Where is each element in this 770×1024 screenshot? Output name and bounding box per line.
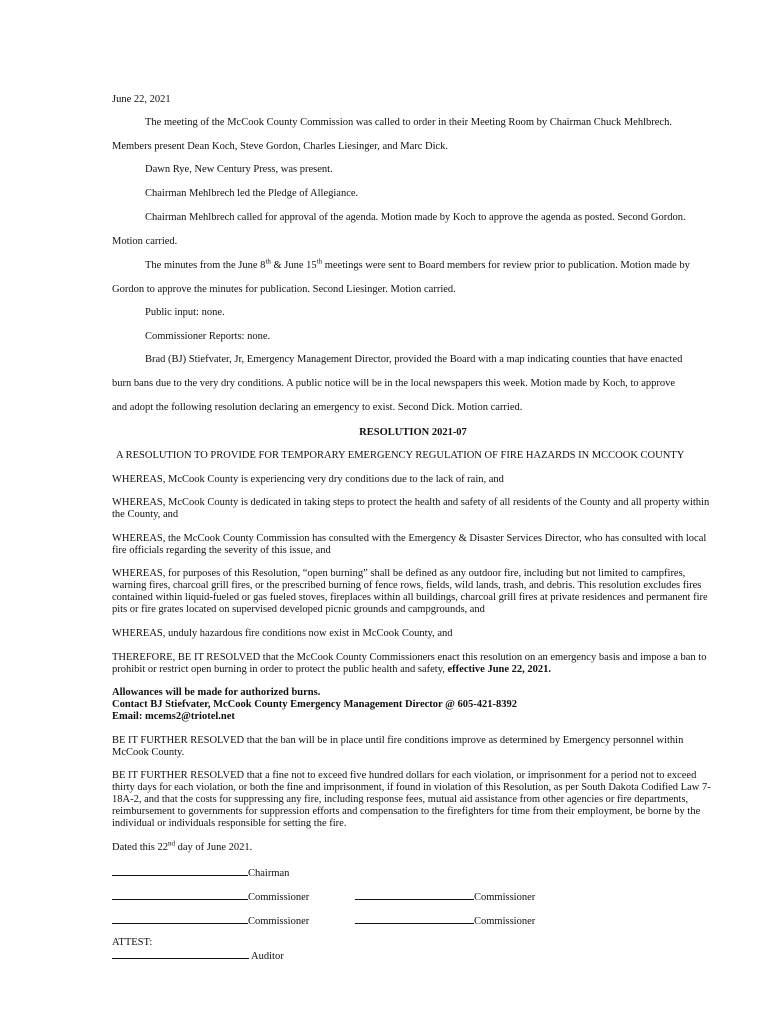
brad-line1: Brad (BJ) Stiefvater, Jr, Emergency Management Director, provided the Board with a map indicating counties that have enacted [145,354,683,365]
agenda-line1: Chairman Mehlbrech called for approval of the agenda. Motion made by Koch to approve the agenda as posted. Second Gordon. [145,212,686,223]
chairman-signature [112,866,289,880]
call-to-order-line1: The meeting of the McCook County Commission was called to order in their Meeting Room by Chairman Chuck Mehlbrech. [145,117,672,128]
press-present: Dawn Rye, New Century Press, was present. [145,164,333,175]
dated-line [112,839,253,854]
effective-date: effective June 22, 2021. [447,664,552,675]
brad-line2: burn bans due to the very dry conditions. A public notice will be in the local newspapers this week. Motion made by Koch, to approve [112,378,676,389]
minutes-post: meetings were sent to Board members for review prior to publication. Motion made by [322,260,690,271]
commissioner-signature-1 [112,890,309,904]
whereas-3: WHEREAS, the McCook County Commission has consulted with the Emergency & Disaster Services Director, who has consulted with local fire officials regarding the severity of this issue, and [112,533,707,556]
minutes-pre: The minutes from the June 8 [145,260,266,271]
dated-pre: Dated this 22 [112,842,168,853]
auditor-signature-line [112,949,249,959]
commissioner-signature-3 [112,914,309,928]
commissioner-signature-2 [355,890,535,904]
chairman-signature-line [112,866,248,876]
call-to-order-line2: Members present Dean Koch, Steve Gordon, Charles Liesinger, and Marc Dick. [112,141,449,152]
commissioner-signature-4 [355,914,535,928]
commissioner-signature-line [355,914,474,924]
chairman-label: Chairman [248,868,290,879]
resolution-subtitle: A RESOLUTION TO PROVIDE FOR TEMPORARY EMERGENCY REGULATION OF FIRE HAZARDS IN MCCOOK COUNTY [116,450,685,461]
allowances-line2: Contact BJ Stiefvater, McCook County Emergency Management Director @ 605-421-8392 [112,699,517,710]
dated-post: day of June 2021. [175,842,253,853]
brad-line3: and adopt the following resolution declaring an emergency to exist. Second Dick. Motion carried. [112,402,523,413]
minutes-line1 [145,257,690,272]
commissioner-signature-line [355,890,474,900]
commissioner-signature-line [112,914,248,924]
commissioner-label: Commissioner [248,892,310,903]
dated-sup: nd [168,839,175,848]
whereas-4: WHEREAS, for purposes of this Resolution, “open burning” shall be defined as any outdoor fire, including but not limited to campfires, warning fires, charcoal grill fires, or the prescribed burning of fence rows, fields, wild lands, trash, and debris. This resolution excludes fires contained within liquid-fueled or gas fueled stoves, fireplaces within all buildings, charcoal grill fires at private residences and permanent fire pits or fire grates located on supervised developed picnic grounds and campgrounds, and [112,568,708,615]
commissioner-label: Commissioner [248,916,310,927]
commissioner-signature-line [112,890,248,900]
minutes-line2: Gordon to approve the minutes for publication. Second Liesinger. Motion carried. [112,284,456,295]
resolution-title: RESOLUTION 2021-07 [359,427,467,438]
whereas-1: WHEREAS, McCook County is experiencing very dry conditions due to the lack of rain, and [112,474,504,485]
whereas-2: WHEREAS, McCook County is dedicated in taking steps to protect the health and safety of all residents of the County and all property within the County, and [112,497,710,520]
further-resolved-1: BE IT FURTHER RESOLVED that the ban will be in place until fire conditions improve as determined by Emergency personnel within McCook County. [112,735,684,758]
allowances-line1: Allowances will be made for authorized burns. [112,687,321,698]
minutes-mid: & June 15 [270,260,317,271]
commissioner-label: Commissioner [474,916,536,927]
commissioner-reports: Commissioner Reports: none. [145,331,271,342]
allowances-email: Email: mcems2@triotel.net [112,711,235,722]
public-input: Public input: none. [145,307,225,318]
minutes-sup2: th [316,257,323,266]
attest-label: ATTEST: [112,937,153,948]
minutes-sup1: th [265,257,271,266]
auditor-signature [112,949,284,963]
pledge: Chairman Mehlbrech led the Pledge of Allegiance. [145,188,359,199]
agenda-line2: Motion carried. [112,236,178,247]
therefore-resolved [112,652,718,676]
commissioner-label: Commissioner [474,892,536,903]
auditor-label: Auditor [249,951,284,962]
whereas-5: WHEREAS, unduly hazardous fire conditions now exist in McCook County, and [112,628,453,639]
meeting-date: June 22, 2021 [112,94,171,105]
therefore-text: THEREFORE, BE IT RESOLVED that the McCook County Commissioners enact this resolution on an emergency basis and impose a ban to prohibit or restrict open burning in order to protect the public health and safety, [112,652,707,675]
further-resolved-2: BE IT FURTHER RESOLVED that a fine not to exceed five hundred dollars for each violation, or imprisonment for a period not to exceed thirty days for each violation, or both the fine and imprisonment, if found in violation of this Resolution, as per South Dakota Codified Law 7-18A-2, and that the costs for suppressing any fire, including response fees, mutual aid assistance from other agencies or fire departments, reimbursement to governments for suppression efforts and compensation to the firefighters for time from their employment, be borne by the individual or individuals responsible for setting the fire. [112,770,711,829]
